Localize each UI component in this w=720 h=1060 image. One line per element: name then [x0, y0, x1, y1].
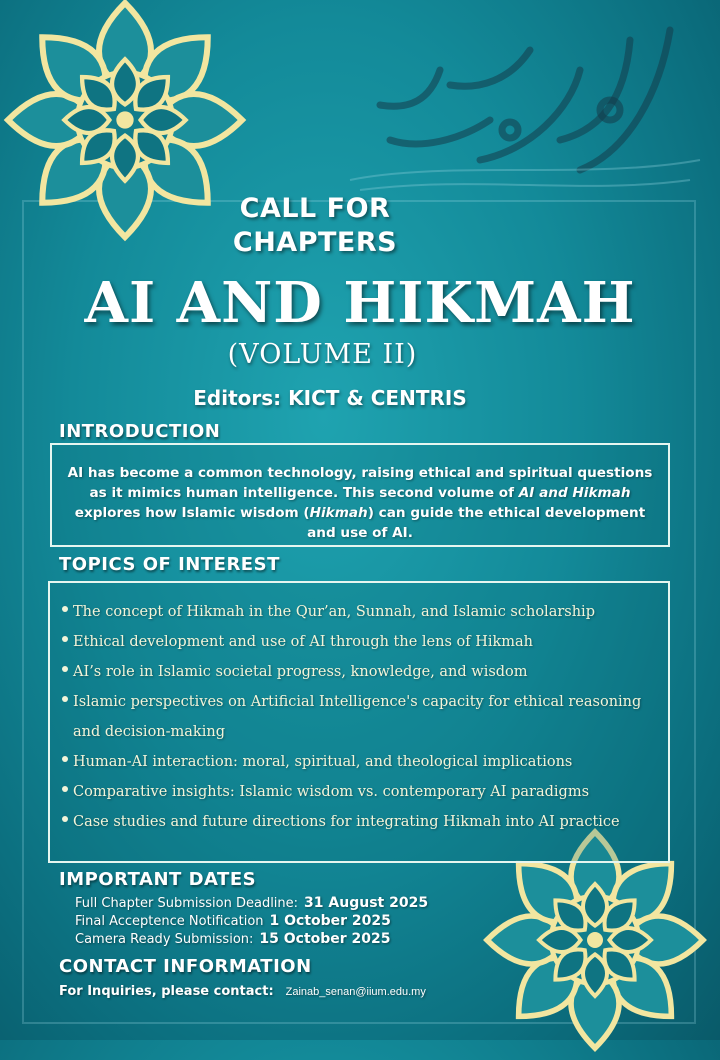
editors-label: Editors: KICT & CENTRIS	[193, 386, 467, 410]
list-item	[62, 687, 658, 747]
intro-text-part: AI has become a common technology, raising ethical and spiritual questions as it mimics human intelligence. This second volume of	[67, 465, 653, 501]
date-value: 15 October 2025	[259, 931, 391, 947]
important-dates-heading: IMPORTANT DATES	[59, 869, 257, 890]
topics-list	[62, 597, 658, 837]
contact-information-heading: CONTACT INFORMATION	[59, 956, 312, 977]
list-item	[62, 597, 658, 627]
introduction-box	[50, 443, 670, 547]
topic-text: Ethical development and use of AI through the lens of Hikmah	[73, 634, 534, 650]
contact-row	[59, 983, 426, 1001]
bullet-icon	[62, 606, 68, 612]
contact-label: For Inquiries, please contact:	[59, 984, 274, 999]
list-item	[62, 627, 658, 657]
date-label: Final Acceptence Notification	[75, 914, 264, 929]
topic-text: Comparative insights: Islamic wisdom vs. contemporary AI paradigms	[73, 784, 590, 800]
bullet-icon	[62, 816, 68, 822]
intro-text-part: explores how Islamic wisdom (	[74, 505, 310, 521]
bullet-icon	[62, 696, 68, 702]
call-for-chapters-heading	[160, 192, 470, 260]
page-title: AI AND HIKMAH	[84, 270, 636, 336]
topic-text: Human-AI interaction: moral, spiritual, and theological implications	[73, 754, 573, 770]
bullet-icon	[62, 666, 68, 672]
topic-text: The concept of Hikmah in the Qur’an, Sunnah, and Islamic scholarship	[73, 604, 595, 620]
date-row-camera-ready	[75, 930, 391, 949]
date-value: 31 August 2025	[304, 895, 429, 911]
list-item	[62, 747, 658, 777]
chapters-line: CHAPTERS	[232, 227, 398, 258]
date-row-submission	[75, 894, 428, 913]
topic-text: AI’s role in Islamic societal progress, knowledge, and wisdom	[73, 664, 528, 680]
topic-text: Islamic perspectives on Artificial Intelligence's capacity for ethical reasoning and decision-making	[73, 694, 642, 740]
introduction-heading: INTRODUCTION	[59, 421, 221, 442]
volume-label: (VOLUME II)	[227, 339, 418, 370]
date-label: Camera Ready Submission:	[75, 932, 254, 947]
date-value: 1 October 2025	[269, 913, 391, 929]
intro-book-title: AI and Hikmah	[518, 485, 631, 501]
topics-box	[48, 581, 670, 863]
intro-hikmah-term: Hikmah	[309, 505, 368, 521]
topics-heading: TOPICS OF INTEREST	[59, 554, 280, 575]
date-label: Full Chapter Submission Deadline:	[75, 896, 299, 911]
call-for-line: CALL FOR	[239, 193, 391, 224]
list-item	[62, 777, 658, 807]
list-item	[62, 657, 658, 687]
intro-text-part: ) can guide the ethical development and use of AI.	[307, 505, 646, 541]
topic-text: Case studies and future directions for integrating Hikmah into AI practice	[73, 814, 620, 830]
arabic-calligraphy-artwork	[330, 10, 710, 200]
bullet-icon	[62, 756, 68, 762]
bullet-icon	[62, 636, 68, 642]
date-row-acceptance	[75, 912, 391, 931]
list-item	[62, 807, 658, 837]
introduction-text	[64, 463, 656, 543]
contact-email-link[interactable]: Zainab_senan@iium.edu.my	[285, 986, 426, 998]
bullet-icon	[62, 786, 68, 792]
